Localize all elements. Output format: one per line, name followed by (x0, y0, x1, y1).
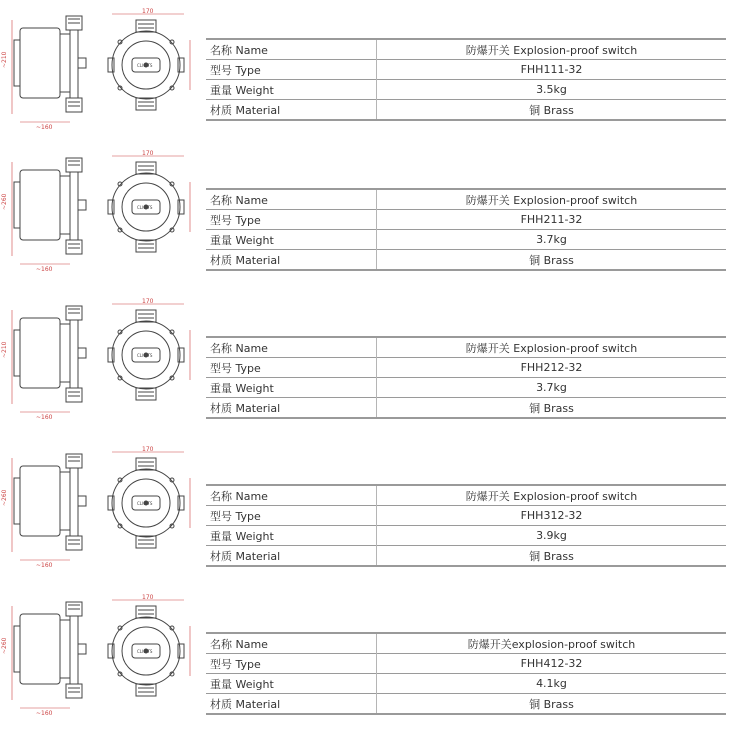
spec-row-weight (206, 230, 726, 250)
material-value: 铜 Brass (529, 103, 574, 117)
dim-side-label: ~260 (1, 637, 8, 654)
type-value: FHH412-32 (520, 657, 583, 670)
name-label: 名称 Name (206, 633, 377, 654)
type-label: 型号 Type (206, 210, 377, 230)
dimension-lines (12, 600, 190, 708)
name-value: 防爆开关 Explosion-proof switch (465, 43, 638, 57)
spec-row-type (206, 358, 726, 378)
spec-row-name (206, 633, 726, 654)
side-view (14, 454, 86, 550)
dim-side-label: ~210 (1, 341, 8, 358)
nameplate-label: CLIGITS (137, 353, 153, 358)
switch-drawing-svg (1, 594, 200, 717)
technical-drawing (1, 150, 200, 273)
side-view (14, 16, 86, 112)
name-value: 防爆开关explosion-proof switch (467, 637, 636, 651)
spec-row-type (206, 210, 726, 230)
weight-label: 重量 Weight (206, 230, 377, 250)
type-value: FHH111-32 (520, 63, 583, 76)
type-label: 型号 Type (206, 358, 377, 378)
dim-bottom-label: ~160 (36, 124, 53, 131)
weight-value: 3.7kg (536, 381, 567, 394)
spec-table (206, 336, 726, 419)
material-value: 铜 Brass (529, 401, 574, 415)
weight-value: 3.5kg (536, 83, 567, 96)
name-label: 名称 Name (206, 189, 377, 210)
material-value: 铜 Brass (529, 253, 574, 267)
technical-drawing (1, 594, 200, 717)
spec-table (206, 38, 726, 121)
spec-row-name (206, 39, 726, 60)
dim-top-label: 170 (142, 8, 154, 15)
nameplate-label: CLIGITS (137, 205, 153, 210)
dimension-lines (12, 14, 190, 122)
type-label: 型号 Type (206, 654, 377, 674)
spec-row-weight (206, 526, 726, 546)
weight-label: 重量 Weight (206, 526, 377, 546)
name-value: 防爆开关 Explosion-proof switch (465, 193, 638, 207)
name-value: 防爆开关 Explosion-proof switch (465, 489, 638, 503)
dim-top-label: 170 (142, 446, 154, 453)
spec-row-name (206, 337, 726, 358)
dim-bottom-label: ~160 (36, 414, 53, 421)
weight-value: 3.7kg (536, 233, 567, 246)
spec-row-weight (206, 674, 726, 694)
technical-drawing (1, 8, 200, 131)
material-label: 材质 Material (206, 100, 377, 121)
side-view (14, 306, 86, 402)
switch-drawing-svg (1, 446, 200, 569)
spec-row-type (206, 506, 726, 526)
spec-table (206, 632, 726, 715)
spec-row-material (206, 100, 726, 121)
spec-row-weight (206, 80, 726, 100)
spec-row-material (206, 546, 726, 567)
spec-row-material (206, 398, 726, 419)
switch-drawing-svg (1, 150, 200, 273)
name-value: 防爆开关 Explosion-proof switch (465, 341, 638, 355)
dim-side-label: ~210 (1, 51, 8, 68)
spec-table (206, 484, 726, 567)
weight-value: 3.9kg (536, 529, 567, 542)
switch-drawing-svg (1, 8, 200, 131)
weight-value: 4.1kg (536, 677, 567, 690)
side-view (14, 158, 86, 254)
name-label: 名称 Name (206, 39, 377, 60)
weight-label: 重量 Weight (206, 378, 377, 398)
nameplate-label: CLIGITS (137, 63, 153, 68)
dim-bottom-label: ~160 (36, 266, 53, 273)
spec-row-name (206, 189, 726, 210)
technical-drawing (1, 298, 200, 421)
spec-row-weight (206, 378, 726, 398)
material-value: 铜 Brass (529, 697, 574, 711)
material-label: 材质 Material (206, 546, 377, 567)
dim-bottom-label: ~160 (36, 562, 53, 569)
spec-row-material (206, 250, 726, 271)
dimension-lines (12, 452, 190, 560)
material-label: 材质 Material (206, 694, 377, 715)
type-label: 型号 Type (206, 506, 377, 526)
spec-table (206, 188, 726, 271)
spec-row-name (206, 485, 726, 506)
spec-row-material (206, 694, 726, 715)
type-label: 型号 Type (206, 60, 377, 80)
switch-drawing-svg (1, 298, 200, 421)
material-label: 材质 Material (206, 398, 377, 419)
type-value: FHH312-32 (520, 509, 583, 522)
name-label: 名称 Name (206, 337, 377, 358)
dim-side-label: ~260 (1, 193, 8, 210)
dim-bottom-label: ~160 (36, 710, 53, 717)
name-label: 名称 Name (206, 485, 377, 506)
weight-label: 重量 Weight (206, 80, 377, 100)
nameplate-label: CLIGITS (137, 649, 153, 654)
side-view (14, 602, 86, 698)
type-value: FHH212-32 (520, 361, 583, 374)
spec-row-type (206, 60, 726, 80)
type-value: FHH211-32 (520, 213, 583, 226)
dim-top-label: 170 (142, 298, 154, 305)
dimension-lines (12, 156, 190, 264)
nameplate-label: CLIGITS (137, 501, 153, 506)
dim-top-label: 170 (142, 594, 154, 601)
material-label: 材质 Material (206, 250, 377, 271)
material-value: 铜 Brass (529, 549, 574, 563)
spec-row-type (206, 654, 726, 674)
dim-top-label: 170 (142, 150, 154, 157)
dimension-lines (12, 304, 190, 412)
weight-label: 重量 Weight (206, 674, 377, 694)
dim-side-label: ~260 (1, 489, 8, 506)
technical-drawing (1, 446, 200, 569)
